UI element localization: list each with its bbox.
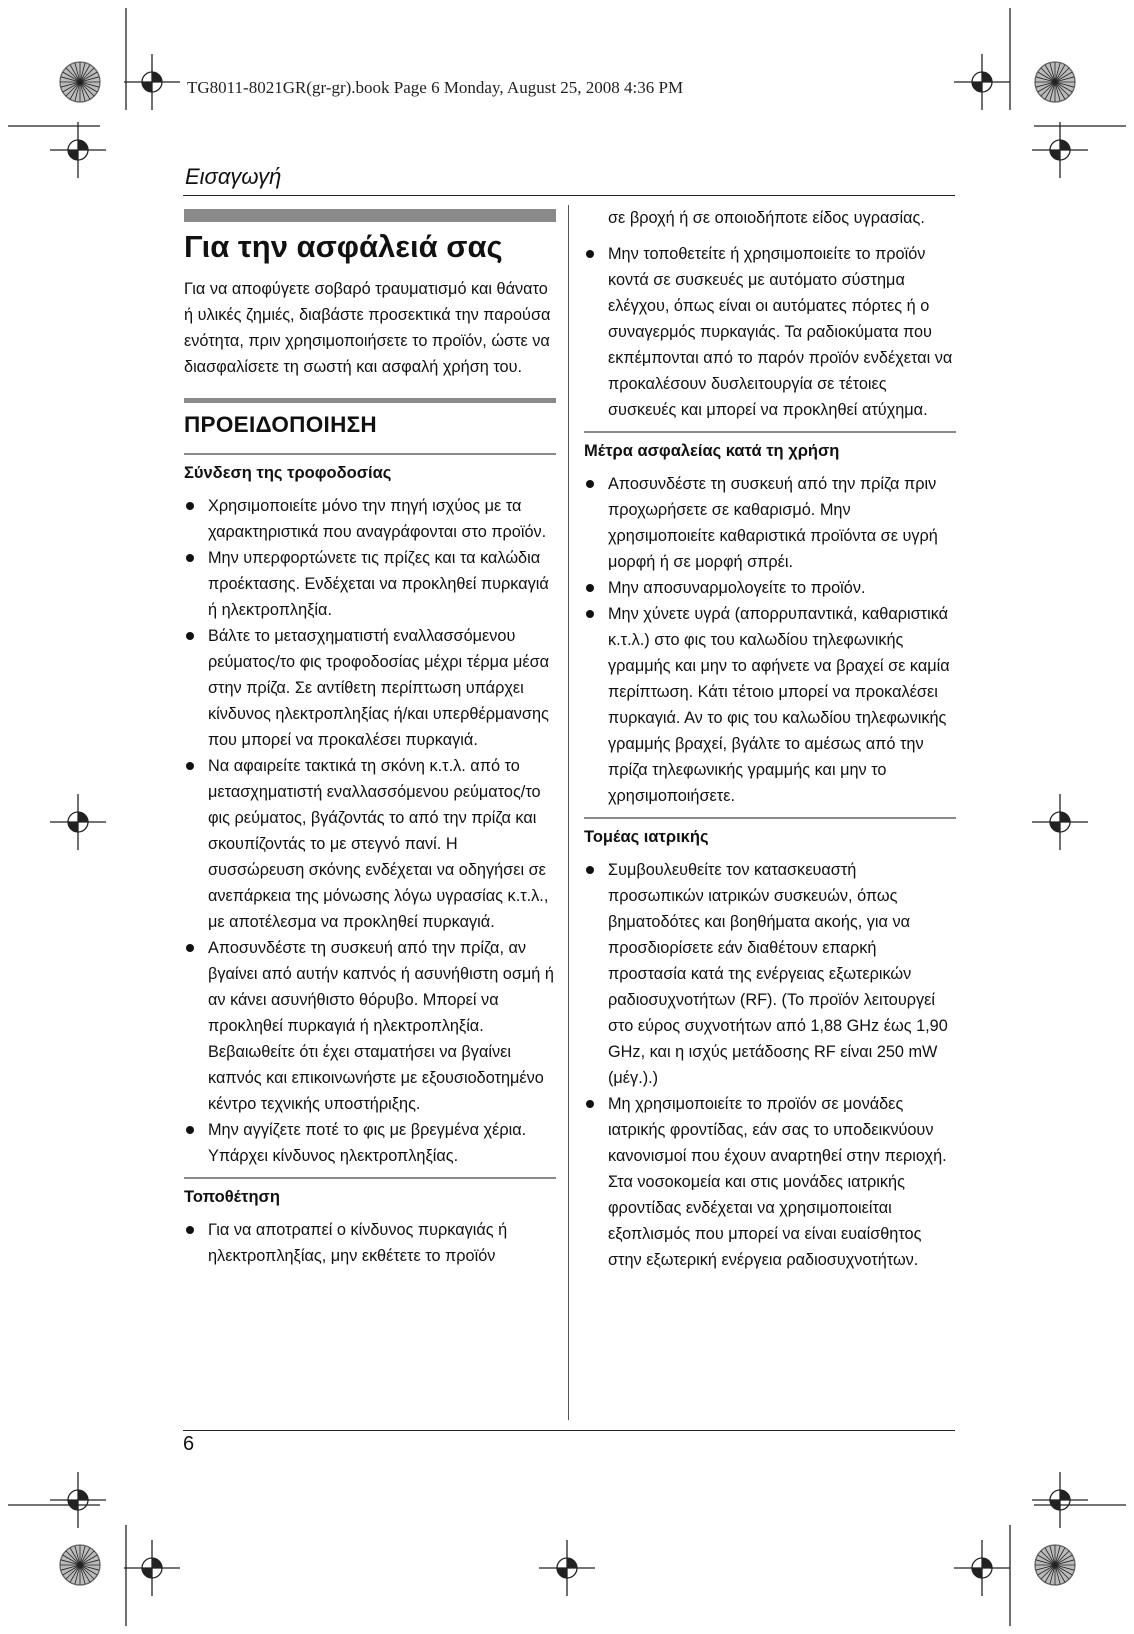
bullet-icon — [586, 610, 594, 618]
install-heading: Τοποθέτηση — [184, 1188, 280, 1206]
power-heading: Σύνδεση της τροφοδοσίας — [184, 464, 392, 482]
medical-heading: Τομέας ιατρικής — [584, 828, 709, 846]
power-list — [184, 493, 556, 1169]
column-divider — [568, 205, 569, 1420]
section-label: Εισαγωγή — [185, 164, 282, 189]
right-column — [584, 205, 956, 1281]
usage-rule — [584, 431, 956, 433]
book-header-line: TG8011-8021GR(gr-gr).book Page 6 Monday, August 25, 2008 4:36 PM — [187, 78, 684, 97]
install-list-continued — [584, 241, 956, 423]
bullet-icon — [186, 1226, 194, 1234]
usage-list — [584, 471, 956, 809]
list-item: Για να αποτραπεί ο κίνδυνος πυρκαγιάς ή ηλεκτροπληξίας, μην εκθέτετε το προϊόν — [184, 1217, 556, 1269]
bullet-icon — [186, 1126, 194, 1134]
page-title: Για την ασφάλειά σας — [184, 229, 503, 264]
bullet-icon — [586, 480, 594, 488]
power-rule — [184, 453, 556, 455]
bullet-icon — [186, 632, 194, 640]
bullet-icon — [586, 1100, 594, 1108]
bullet-icon — [186, 944, 194, 952]
bullet-icon — [586, 250, 594, 258]
bullet-icon — [586, 866, 594, 874]
install-list — [184, 1217, 556, 1269]
list-item: Συμβουλευθείτε τον κατασκευαστή προσωπικών ιατρικών συσκευών, όπως βηματοδότες και βοηθήματα ακοής, για να προσδιορίσετε εάν διαθέτουν επαρκή προστασία κατά της ενέργειας εξωτερικών ραδιοσυχνοτήτων (RF). (Το προϊόν λειτουργεί στο εύρος συχνοτήτων από 1,88 GHz έως 1,90 GHz, και η ισχύς μετάδοσης RF είναι 250 mW (μέγ.).) — [584, 857, 956, 1091]
bullet-icon — [186, 762, 194, 770]
list-item: Αποσυνδέστε τη συσκευή από την πρίζα πριν προχωρήσετε σε καθαρισμό. Μην χρησιμοποιείτε καθαριστικά προϊόντα σε υγρή μορφή ή σε μορφή σπρέι. — [584, 471, 956, 575]
warning-bar — [184, 398, 556, 403]
bullet-icon — [186, 502, 194, 510]
list-item: Αποσυνδέστε τη συσκευή από την πρίζα, αν βγαίνει από αυτήν καπνός ή ασυνήθιστη οσμή ή αν κάνει ασυνήθιστο θόρυβο. Μπορεί να προκληθεί πυρκαγιά ή ηλεκτροπληξία. Βεβαιωθείτε ότι έχει σταματήσει να βγαίνει καπνός και επικοινωνήστε με εξουσιοδοτημένο κέντρο τεχνικής υποστήριξης. — [184, 935, 556, 1117]
page-number: 6 — [183, 1433, 195, 1455]
bullet-icon — [186, 554, 194, 562]
bullet-icon — [586, 584, 594, 592]
list-item: Μην τοποθετείτε ή χρησιμοποιείτε το προϊόν κοντά σε συσκευές με αυτόματο σύστημα ελέγχου, όπως είναι οι αυτόματες πόρτες ή ο συναγερμός πυρκαγιάς. Τα ραδιοκύματα που εκπέμπονται από το παρόν προϊόν ενδέχεται να προκαλέσουν δυσλειτουργία σε τέτοιες συσκευές και μπορεί να προκληθεί ατύχημα. — [584, 241, 956, 423]
list-item: Χρησιμοποιείτε μόνο την πηγή ισχύος με τα χαρακτηριστικά που αναγράφονται στο προϊόν. — [184, 493, 556, 545]
bottom-rule — [183, 1430, 955, 1431]
left-column — [184, 205, 556, 1277]
list-item: Να αφαιρείτε τακτικά τη σκόνη κ.τ.λ. από το μετασχηματιστή εναλλασσόμενου ρεύματος/το φις ρεύματος, βγάζοντάς το από την πρίζα και σκουπίζοντάς το με στεγνό πανί. Η συσσώρευση σκόνης ενδέχεται να οδηγήσει σε ανεπάρκεια της μόνωσης λόγω υγρασίας κ.τ.λ., με αποτέλεσμα να προκληθεί πυρκαγιά. — [184, 753, 556, 935]
medical-list — [584, 857, 956, 1273]
list-item: Μην χύνετε υγρά (απορρυπαντικά, καθαριστικά κ.τ.λ.) στο φις του καλωδίου τηλεφωνικής γραμμής και μην το αφήνετε να βραχεί σε καμία περίπτωση. Κάτι τέτοιο μπορεί να προκαλέσει πυρκαγιά. Αν το φις του καλωδίου τηλεφωνικής γραμμής βραχεί, βγάλτε το αμέσως από την πρίζα τηλεφωνικής γραμμής και μην το χρησιμοποιήσετε. — [584, 601, 956, 809]
list-item: Μην αποσυναρμολογείτε το προϊόν. — [584, 575, 956, 601]
list-item: Μην υπερφορτώνετε τις πρίζες και τα καλώδια προέκτασης. Ενδέχεται να προκληθεί πυρκαγιά ή ηλεκτροπληξία. — [184, 545, 556, 623]
top-rule — [183, 195, 955, 196]
intro-paragraph: Για να αποφύγετε σοβαρό τραυματισμό και θάνατο ή υλικές ζημιές, διαβάστε προσεκτικά την παρούσα ενότητα, πριν χρησιμοποιήσετε το προϊόν, ώστε να διασφαλίσετε τη σωστή και ασφαλή χρήση του. — [184, 280, 551, 376]
usage-heading: Μέτρα ασφαλείας κατά τη χρήση — [584, 442, 840, 460]
warning-heading: ΠΡΟΕΙΔΟΠΟΙΗΣΗ — [184, 412, 377, 437]
list-item: Μη χρησιμοποιείτε το προϊόν σε μονάδες ιατρικής φροντίδας, εάν σας το υποδεικνύουν κανονισμοί που έχουν αναρτηθεί στην περιοχή. Στα νοσοκομεία και στις μονάδες ιατρικής φροντίδας ενδέχεται να χρησιμοποιείται εξοπλισμός που μπορεί να είναι ευαίσθητος στην εξωτερική ενέργεια ραδιοσυχνοτήτων. — [584, 1091, 956, 1273]
title-bar — [184, 209, 556, 222]
medical-rule — [584, 817, 956, 819]
install-rule — [184, 1177, 556, 1179]
list-item: Βάλτε το μετασχηματιστή εναλλασσόμενου ρεύματος/το φις τροφοδοσίας μέχρι τέρμα μέσα στην πρίζα. Σε αντίθετη περίπτωση υπάρχει κίνδυνος ηλεκτροπληξίας ή/και υπερθέρμανσης που μπορεί να προκαλέσει πυρκαγιά. — [184, 623, 556, 753]
continued-text: σε βροχή ή σε οποιοδήποτε είδος υγρασίας. — [608, 209, 925, 227]
list-item: Μην αγγίζετε ποτέ το φις με βρεγμένα χέρια. Υπάρχει κίνδυνος ηλεκτροπληξίας. — [184, 1117, 556, 1169]
